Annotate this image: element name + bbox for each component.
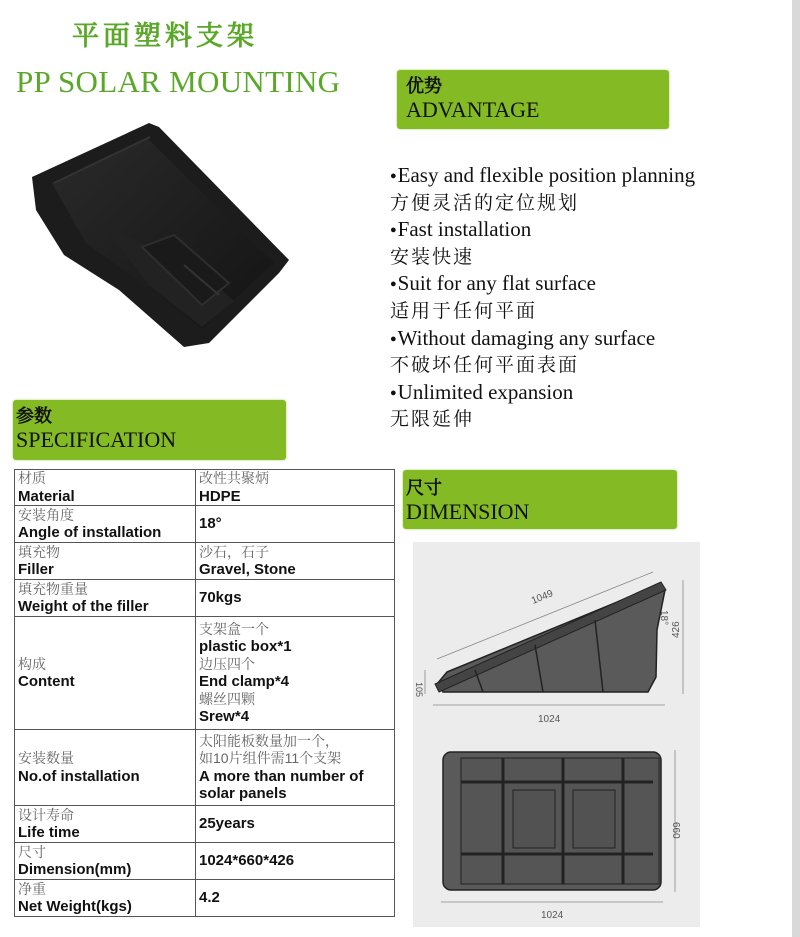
table-row bbox=[15, 506, 395, 543]
top-length-label: 1024 bbox=[541, 910, 564, 921]
row-key-cn: 净重 bbox=[18, 880, 46, 897]
row-value-cn: 改性共聚炳 bbox=[199, 470, 269, 486]
content-line: 螺丝四颗 bbox=[199, 690, 255, 707]
dimension-heading-cn: 尺寸 bbox=[406, 478, 442, 499]
table-row bbox=[15, 543, 395, 580]
install-line: solar panels bbox=[199, 785, 287, 802]
dimension-header bbox=[403, 470, 677, 529]
content-line: plastic box*1 bbox=[199, 638, 292, 655]
side-view bbox=[414, 572, 683, 725]
row-key-en: No.of installation bbox=[18, 767, 140, 785]
row-key-cn: 尺寸 bbox=[18, 843, 46, 860]
product-photo bbox=[24, 115, 294, 350]
row-key-en: Filler bbox=[18, 561, 54, 578]
table-row bbox=[15, 730, 395, 806]
advantage-heading-cn: 优势 bbox=[406, 76, 442, 97]
advantage-item: ● Unlimited expansion bbox=[390, 379, 695, 407]
row-key-cn: 设计寿命 bbox=[18, 806, 74, 823]
page-edge bbox=[792, 0, 800, 937]
top-view bbox=[441, 750, 681, 921]
row-key-cn: 安装数量 bbox=[18, 750, 74, 766]
table-row bbox=[15, 880, 395, 917]
row-key-cn: 安装角度 bbox=[18, 506, 74, 523]
advantage-item: ● Without damaging any surface bbox=[390, 325, 695, 353]
table-row bbox=[15, 617, 395, 730]
content-line: Srew*4 bbox=[199, 708, 250, 725]
angle-label: 18° bbox=[658, 610, 669, 626]
specification-header bbox=[13, 400, 286, 460]
row-key-en: Dimension(mm) bbox=[18, 861, 132, 878]
advantage-item: ● Fast installation bbox=[390, 216, 695, 244]
specification-heading-cn: 参数 bbox=[16, 406, 52, 427]
advantage-list bbox=[390, 162, 695, 433]
advantage-heading-en: ADVANTAGE bbox=[406, 97, 540, 122]
advantage-item-cn: 无限延伸 bbox=[390, 408, 475, 431]
row-key-en: Angle of installation bbox=[18, 524, 162, 541]
title-english: PP SOLAR MOUNTING bbox=[16, 64, 341, 99]
row-value-en: 25years bbox=[199, 815, 255, 833]
dimension-drawing bbox=[413, 542, 700, 927]
row-value-en: 4.2 bbox=[199, 889, 220, 907]
advantage-item: ● Easy and flexible position planning bbox=[390, 162, 695, 190]
top-width-label: 660 bbox=[670, 822, 681, 839]
advantage-header bbox=[397, 70, 669, 129]
row-key-en: Life time bbox=[18, 824, 80, 841]
row-value-cn: 沙石，石子 bbox=[199, 543, 269, 560]
dimension-heading-en: DIMENSION bbox=[406, 499, 530, 524]
specification-heading-en: SPECIFICATION bbox=[16, 427, 177, 452]
advantage-item-cn: 适用于任何平面 bbox=[390, 299, 538, 322]
install-line: A more than number of bbox=[199, 767, 364, 785]
row-key-en: Content bbox=[18, 673, 75, 690]
content-line: 支架盒一个 bbox=[199, 620, 269, 637]
advantage-item-cn: 不破坏任何平面表面 bbox=[390, 354, 580, 377]
row-key-cn: 材质 bbox=[18, 470, 46, 486]
row-key-cn: 填充物重量 bbox=[18, 580, 88, 597]
row-key-en: Material bbox=[18, 487, 75, 505]
install-line: 太阳能板数量加一个， bbox=[199, 732, 339, 749]
height-label: 426 bbox=[671, 621, 682, 638]
advantage-item-cn: 方便灵活的定位规划 bbox=[390, 191, 580, 214]
row-value-en: Gravel, Stone bbox=[199, 561, 296, 578]
specification-table bbox=[14, 469, 395, 917]
content-line: 边压四个 bbox=[199, 655, 255, 672]
row-key-en: Net Weight(kgs) bbox=[18, 898, 132, 915]
table-row bbox=[15, 470, 395, 506]
row-value-en: HDPE bbox=[199, 487, 241, 505]
advantage-item-cn: 安装快速 bbox=[390, 245, 475, 268]
row-key-en: Weight of the filler bbox=[18, 598, 149, 615]
row-value-en: 18° bbox=[199, 515, 222, 533]
slope-length-label: 1049 bbox=[530, 588, 555, 607]
advantage-item: ● Suit for any flat surface bbox=[390, 270, 695, 298]
table-row bbox=[15, 843, 395, 880]
row-key-cn: 填充物 bbox=[18, 543, 60, 560]
row-key-cn: 构成 bbox=[18, 655, 46, 672]
content-line: End clamp*4 bbox=[199, 673, 290, 690]
row-value-en: 70kgs bbox=[199, 589, 242, 607]
front-height-label: 105 bbox=[414, 682, 424, 698]
dimension-diagram bbox=[413, 542, 700, 927]
title-chinese: 平面塑料支架 bbox=[72, 21, 258, 52]
row-value-en: 1024*660*426 bbox=[199, 852, 295, 870]
table-row bbox=[15, 806, 395, 843]
install-line: 如10片组件需11个支架 bbox=[199, 750, 342, 766]
table-row bbox=[15, 580, 395, 617]
side-length-label: 1024 bbox=[538, 714, 561, 725]
